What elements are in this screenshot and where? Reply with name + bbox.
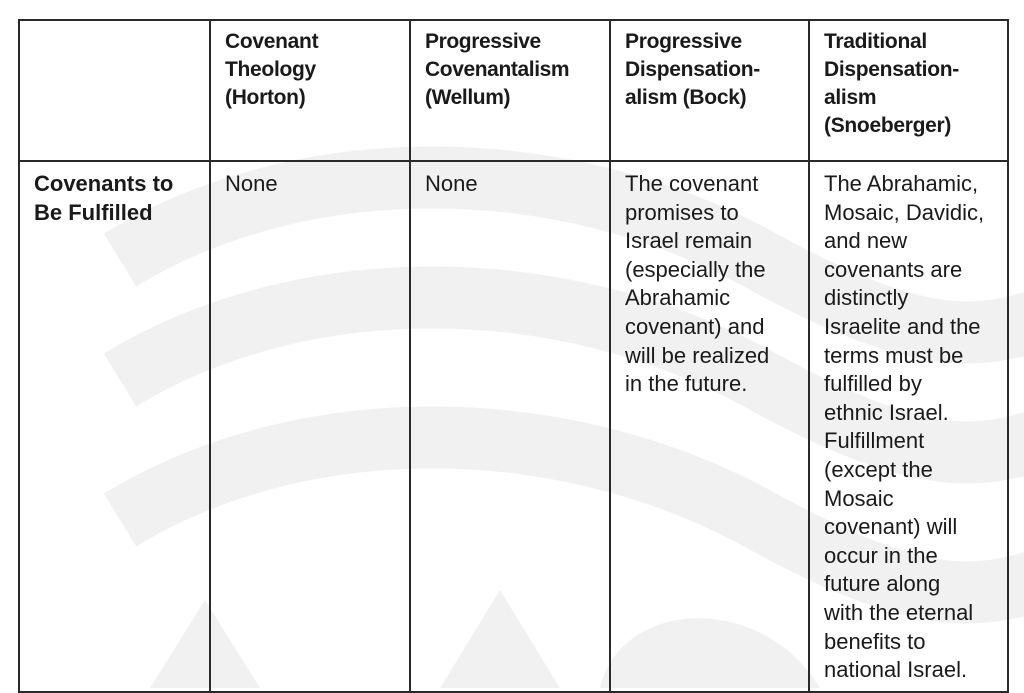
comparison-table [18,19,1009,693]
header-corner-cell [19,20,210,161]
header-traditional-dispensationalism: Traditional Dispensation- alism (Snoeberger) [809,20,1008,161]
cell-progressive-dispensationalism: The covenant promises to Israel remain (especially the Abrahamic covenant) and will be realized in the future. [610,161,809,692]
cell-progressive-covenantalism: None [410,161,610,692]
cell-traditional-dispensationalism: The Abrahamic, Mosaic, Davidic, and new covenants are distinctly Israelite and the terms must be fulfilled by ethnic Israel. Fulfillment (except the Mosaic covenant) will occur in the future along with the eternal benefits to national Israel. [809,161,1008,692]
header-row [19,20,1008,161]
cell-covenant-theology: None [210,161,410,692]
row-label-covenants-to-be-fulfilled: Covenants to Be Fulfilled [19,161,210,692]
header-covenant-theology: Covenant Theology (Horton) [210,20,410,161]
table-row [19,161,1008,692]
header-progressive-covenantalism: Progressive Covenantalism (Wellum) [410,20,610,161]
header-progressive-dispensationalism: Progressive Dispensation- alism (Bock) [610,20,809,161]
